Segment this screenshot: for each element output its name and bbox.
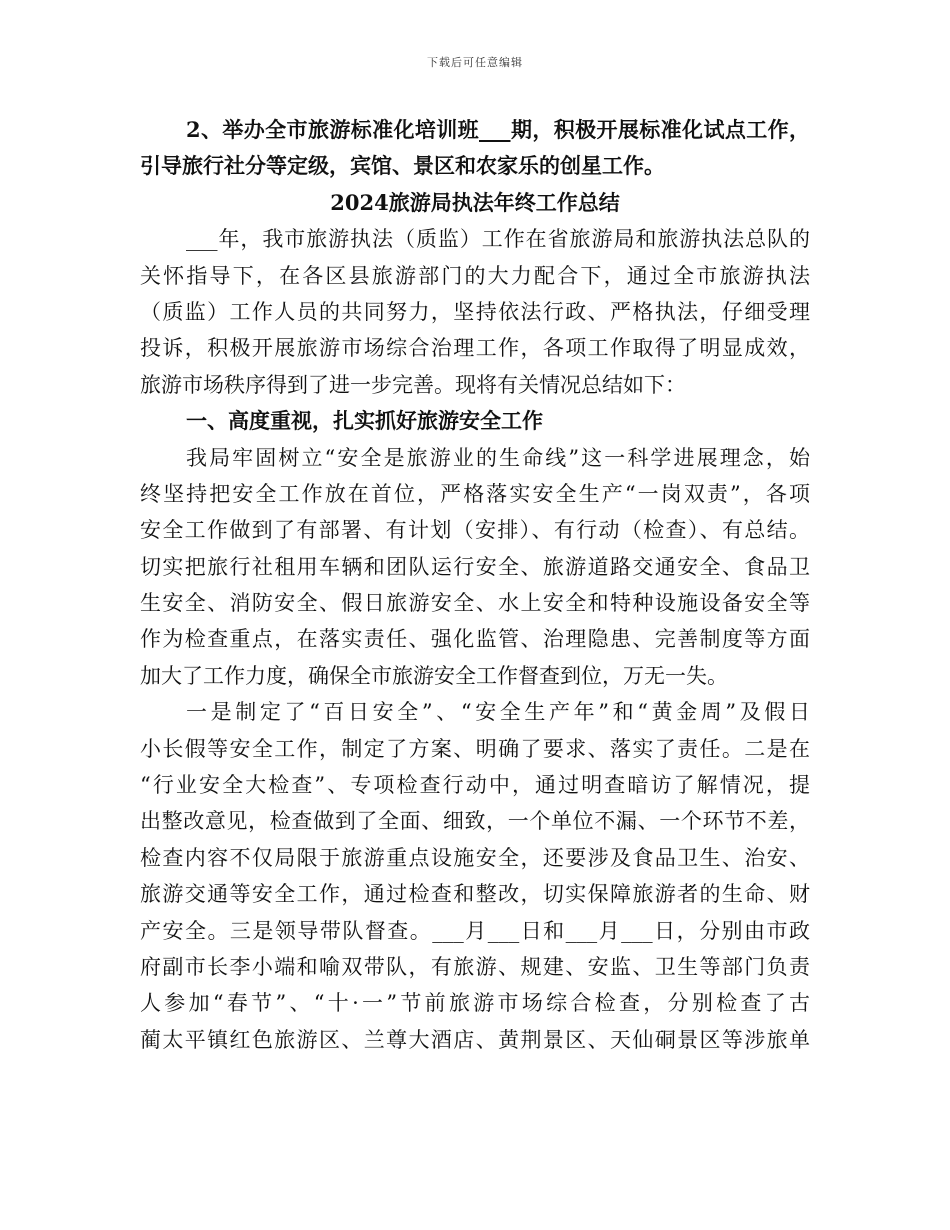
para3-line-2: 小长假等安全工作，制定了方案、明确了要求、落实了责任。二是在 [140,736,810,761]
para2-line-2: 终坚持把安全工作放在首位，严格落实安全生产“一岗双责”，各项 [140,481,810,506]
para1-line-4: 投诉，积极开展旅游市场综合治理工作，各项工作取得了明显成效， [140,336,810,361]
para3-line-9: 人参加“春节”、“十·一”节前旅游市场综合检查，分别检查了古 [140,991,810,1016]
para2-line-7: 加大了工作力度，确保全市旅游安全工作督查到位，万无一失。 [140,663,728,688]
document-body [140,112,810,1058]
para2-line-6: 作为检查重点，在落实责任、强化监管、治理隐患、完善制度等方面 [140,627,810,652]
para1-line-2: 关怀指导下，在各区县旅游部门的大力配合下，通过全市旅游执法 [140,263,810,288]
section1-heading: 一、高度重视，扎实抓好旅游安全工作 [186,408,543,434]
para2-line-1: 我局牢固树立“安全是旅游业的生命线”这一科学进展理念，始 [186,445,810,470]
para3-line-8: 府副市长李小端和喻双带队，有旅游、规建、安监、卫生等部门负责 [140,954,810,979]
intro-line-2: 引导旅行社分等定级，宾馆、景区和农家乐的创星工作。 [140,153,665,179]
intro-line-1: 2、举办全市旅游标准化培训班___期，积极开展标准化试点工作， [186,117,810,142]
para2-line-5: 生安全、消防安全、假日旅游安全、水上安全和特种设施设备安全等 [140,591,810,616]
para3-line-4: 出整改意见，检查做到了全面、细致，一个单位不漏、一个环节不差， [140,809,810,834]
para1-line-1: ___年，我市旅游执法（质监）工作在省旅游局和旅游执法总队的 [186,227,810,252]
para3-line-7: 产安全。三是领导带队督查。___月___日和___月___日，分别由市政 [140,918,810,943]
para3-line-3: “行业安全大检查”、专项检查行动中，通过明查暗访了解情况，提 [140,773,810,798]
page-header: 下载后可任意编辑 [427,56,523,69]
para3-line-10: 蔺太平镇红色旅游区、兰尊大酒店、黄荆景区、天仙硐景区等涉旅单 [140,1027,810,1052]
para2-line-4: 切实把旅行社租用车辆和团队运行安全、旅游道路交通安全、食品卫 [140,554,810,579]
para3-line-1: 一是制定了“百日安全”、“安全生产年”和“黄金周”及假日 [186,700,810,725]
document-title: 2024旅游局执法年终工作总结 [330,189,620,215]
para3-line-6: 旅游交通等安全工作，通过检查和整改，切实保障旅游者的生命、财 [140,882,810,907]
para2-line-3: 安全工作做到了有部署、有计划（安排）、有行动（检查）、有总结。 [140,518,810,543]
para1-line-3: （质监）工作人员的共同努力，坚持依法行政、严格执法，仔细受理 [140,299,810,324]
para3-line-5: 检查内容不仅局限于旅游重点设施安全，还要涉及食品卫生、治安、 [140,845,810,870]
para1-line-5: 旅游市场秩序得到了进一步完善。现将有关情况总结如下： [140,372,686,397]
